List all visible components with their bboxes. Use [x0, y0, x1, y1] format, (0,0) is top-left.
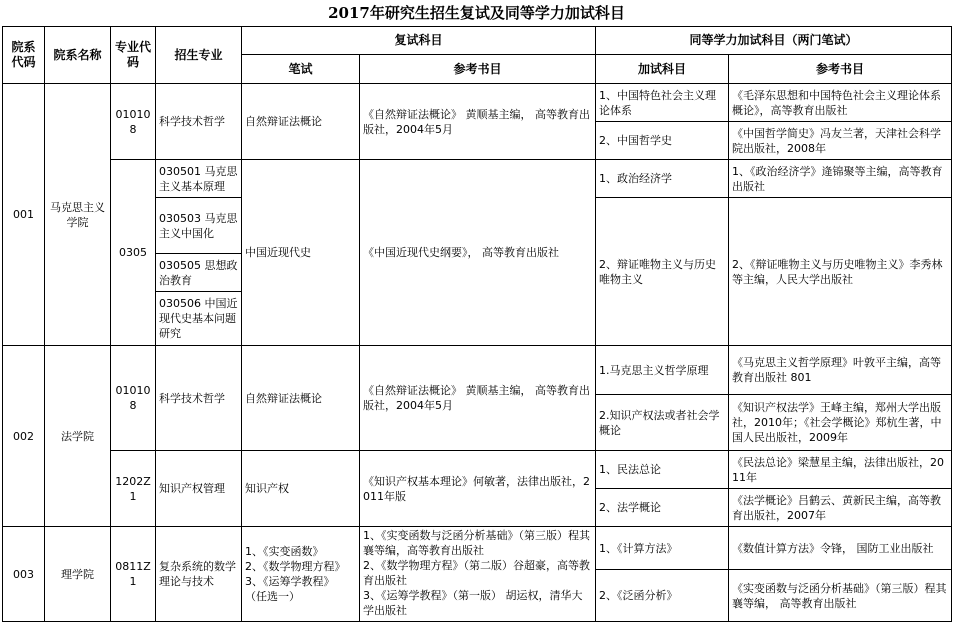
- ref-cell: 《知识产权基本理论》何敏著，法律出版社，2011年版: [360, 451, 596, 527]
- major-code-cell: 010108: [111, 84, 156, 160]
- extra-ref-cell: 《知识产权法学》王峰主编，郑州大学出版社，2010年；《社会学概论》郑杭生著，中国人民出版社，2009年: [729, 395, 952, 451]
- sub-major-cell: 030501 马克思主义基本原理: [156, 160, 242, 198]
- written-cell: 自然辩证法概论: [242, 346, 360, 451]
- extra-ref-cell: 《毛泽东思想和中国特色社会主义理论体系概论》，高等教育出版社: [729, 84, 952, 122]
- dept-code-cell: 001: [3, 84, 45, 346]
- dept-code-cell: 002: [3, 346, 45, 527]
- extra-ref-cell: 《中国哲学简史》冯友兰著，天津社会科学院出版社，2008年: [729, 122, 952, 160]
- written-cell: 知识产权: [242, 451, 360, 527]
- header-dept-name: 院系名称: [45, 27, 111, 84]
- extra-subject-cell: 1.马克思主义哲学原理: [596, 346, 729, 395]
- ref-item: 3、《运筹学教程》（第一版） 胡运权，清华大学出版社: [363, 589, 583, 617]
- extra-subject-cell: 2、辩证唯物主义与历史唯物主义: [596, 198, 729, 346]
- ref-item: 1、《实变函数与泛函分析基础》（第三版）程其襄等编，高等教育出版社: [363, 529, 590, 557]
- header-written: 笔试: [242, 55, 360, 84]
- major-code-cell: 1202Z1: [111, 451, 156, 527]
- extra-ref-cell: 《数值计算方法》令锋， 国防工业出版社: [729, 527, 952, 570]
- header-extra-ref: 参考书目: [729, 55, 952, 84]
- major-cell: 知识产权管理: [156, 451, 242, 527]
- major-code-cell: 010108: [111, 346, 156, 451]
- written-item: 3、《运筹学教程》: [245, 575, 335, 588]
- extra-subject-cell: 1、政治经济学: [596, 160, 729, 198]
- major-cell: 科学技术哲学: [156, 346, 242, 451]
- header-dept-code: 院系代码: [3, 27, 45, 84]
- major-cell: 科学技术哲学: [156, 84, 242, 160]
- written-cell: 中国近现代史: [242, 160, 360, 346]
- extra-subject-cell: 2、《泛函分析》: [596, 570, 729, 622]
- written-cell: 自然辩证法概论: [242, 84, 360, 160]
- dept-name-cell: 法学院: [45, 346, 111, 527]
- ref-cell: 《自然辩证法概论》 黄顺基主编， 高等教育出版社，2004年5月: [360, 84, 596, 160]
- ref-item: 2、《数学物理方程》（第二版）谷超豪，高等教育出版社: [363, 559, 590, 587]
- extra-subject-cell: 1、民法总论: [596, 451, 729, 489]
- major-cell: 复杂系统的数学理论与技术: [156, 527, 242, 622]
- header-retest: 复试科目: [242, 27, 596, 55]
- extra-subject-cell: 2、法学概论: [596, 489, 729, 527]
- major-code-cell: 0811Z1: [111, 527, 156, 622]
- header-extra-subject: 加试科目: [596, 55, 729, 84]
- extra-ref-cell: 1、《政治经济学》逄锦聚等主编，高等教育出版社: [729, 160, 952, 198]
- written-cell: [242, 527, 360, 622]
- written-item: 1、《实变函数》: [245, 545, 324, 558]
- ref-cell: 《自然辩证法概论》 黄顺基主编， 高等教育出版社，2004年5月: [360, 346, 596, 451]
- header-major-code: 专业代码: [111, 27, 156, 84]
- extra-subject-cell: 1、中国特色社会主义理论体系: [596, 84, 729, 122]
- ref-cell: 《中国近现代史纲要》， 高等教育出版社: [360, 160, 596, 346]
- extra-subject-cell: 2、中国哲学史: [596, 122, 729, 160]
- dept-name-cell: 马克思主义学院: [45, 84, 111, 346]
- dept-code-cell: 003: [3, 527, 45, 622]
- header-extra: 同等学力加试科目（两门笔试）: [596, 27, 952, 55]
- header-ref-books: 参考书目: [360, 55, 596, 84]
- extra-ref-cell: 《民法总论》梁慧星主编，法律出版社，2011年: [729, 451, 952, 489]
- dept-name-cell: 理学院: [45, 527, 111, 622]
- sub-major-cell: 030503 马克思主义中国化: [156, 198, 242, 254]
- ref-cell: [360, 527, 596, 622]
- page-title: 2017年研究生招生复试及同等学力加试科目: [328, 4, 625, 22]
- extra-ref-cell: 《马克思主义哲学原理》叶敦平主编，高等教育出版社 801: [729, 346, 952, 395]
- extra-ref-cell: 2、《辩证唯物主义与历史唯物主义》李秀林等主编，人民大学出版社: [729, 198, 952, 346]
- extra-ref-cell: 《实变函数与泛函分析基础》（第三版）程其襄等编， 高等教育出版社: [729, 570, 952, 622]
- extra-subject-cell: 1、《计算方法》: [596, 527, 729, 570]
- header-major: 招生专业: [156, 27, 242, 84]
- written-item: 2、《数学物理方程》: [245, 560, 346, 573]
- extra-ref-cell: 《法学概论》吕鹤云、黄新民主编，高等教育出版社，2007年: [729, 489, 952, 527]
- extra-subject-cell: 2.知识产权法或者社会学概论: [596, 395, 729, 451]
- sub-major-cell: 030505 思想政治教育: [156, 254, 242, 292]
- written-item: （任选一）: [245, 590, 300, 603]
- major-code-cell: 0305: [111, 160, 156, 346]
- exam-subjects-table: [2, 26, 952, 622]
- sub-major-cell: 030506 中国近现代史基本问题研究: [156, 292, 242, 346]
